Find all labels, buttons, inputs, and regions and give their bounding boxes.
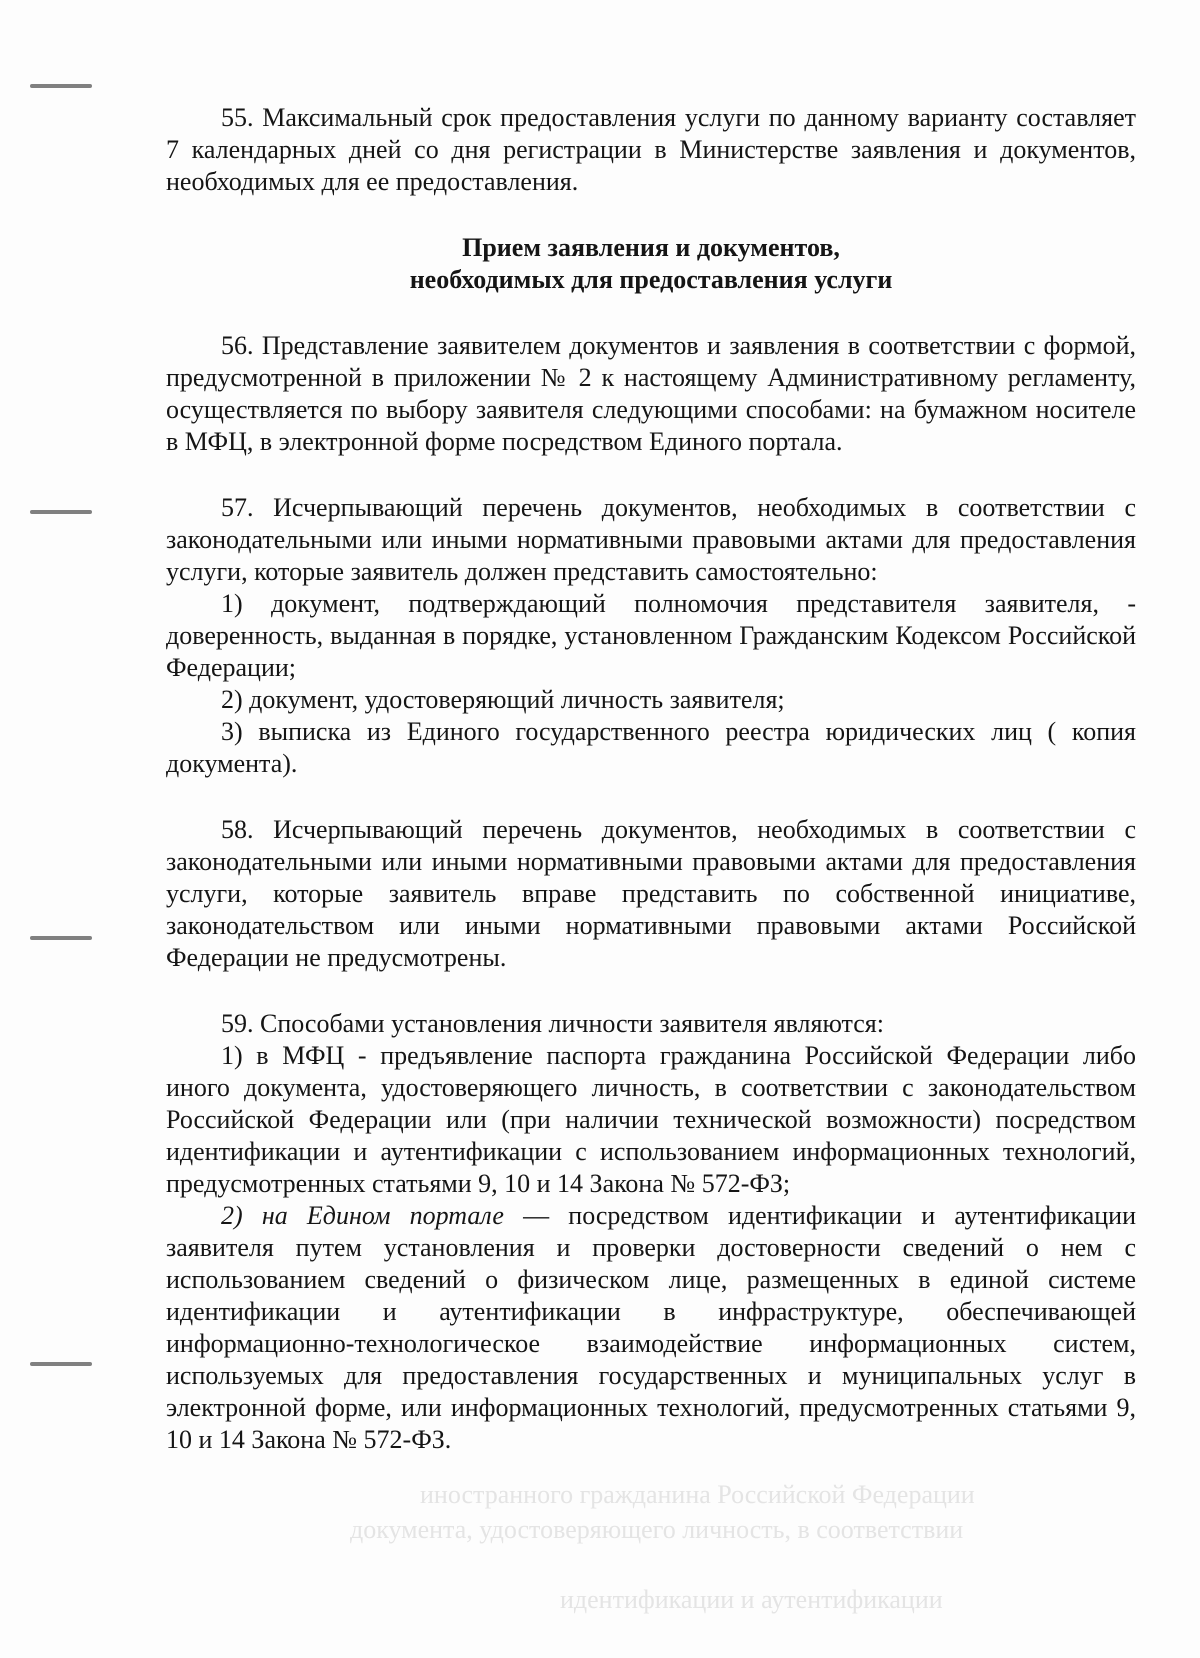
paragraph-59: 59. Способами установления личности заявителя являются: <box>221 1009 884 1038</box>
section-heading-line-1: Прием заявления и документов, <box>462 233 840 262</box>
scan-edge-mark <box>30 510 92 514</box>
paragraph-59-item-2 <box>166 1200 1136 1456</box>
paragraph-59-item-2-lead: 2) на Едином портале <box>221 1201 504 1230</box>
section-heading-line-2: необходимых для предоставления услуги <box>409 265 893 294</box>
scan-edge-mark <box>30 84 92 88</box>
spacer <box>166 296 1136 330</box>
spacer <box>166 974 1136 1008</box>
paragraph-55: 55. Максимальный срок предоставления услуги по данному варианту составляет 7 календарных дней со дня регистрации в Министерстве заявления и документов, необходимых для ее предоставления. <box>166 103 1136 196</box>
paragraph-59-item-1: 1) в МФЦ - предъявление паспорта гражданина Российской Федерации либо иного документа, удостоверяющего личность, в соответствии с законодательством Российской Федерации или (при наличии технической возможности) посредством идентификации и аутентификации с использованием информационных технологий, предусмотренных статьями 9, 10 и 14 Закона № 572-ФЗ; <box>166 1041 1136 1198</box>
paragraph-56: 56. Представление заявителем документов и заявления в соответствии с формой, предусмотренной в приложении № 2 к настоящему Административному регламенту, осуществляется по выбору заявителя следующими способами: на бумажном носителе в МФЦ, в электронной форме посредством Единого портала. <box>166 331 1136 456</box>
paragraph-57-item-2: 2) документ, удостоверяющий личность заявителя; <box>221 685 785 714</box>
bleed-through-text: документа, удостоверяющего личность, в соответствии <box>350 1515 964 1544</box>
scan-edge-mark <box>30 1362 92 1366</box>
bleed-through-text: идентификации и аутентификации <box>560 1585 943 1614</box>
paragraph-57-item-3: 3) выписка из Единого государственного реестра юридических лиц ( копия документа). <box>166 717 1136 778</box>
spacer <box>166 198 1136 232</box>
paragraph-57-item-1: 1) документ, подтверждающий полномочия представителя заявителя, - доверенность, выданная в порядке, установленном Гражданским Кодексом Российской Федерации; <box>166 589 1136 682</box>
bleed-through-text: иностранного гражданина Российской Федерации <box>420 1480 975 1509</box>
document-body <box>166 102 1136 1456</box>
spacer <box>166 458 1136 492</box>
spacer <box>166 780 1136 814</box>
paragraph-59-item-2-text: — посредством идентификации и аутентификации заявителя путем установления и проверки достоверности сведений о нем с использованием сведений о физическом лице, размещенных в единой системе идентификации и аутентификации в инфраструктуре, обеспечивающей информационно-технологическое взаимодействие информационных систем, используемых для предоставления государственных и муниципальных услуг в электронной форме, или информационных технологий, предусмотренных статьями 9, 10 и 14 Закона № 572-ФЗ. <box>166 1201 1136 1454</box>
paragraph-58: 58. Исчерпывающий перечень документов, необходимых в соответствии с законодательными или иными нормативными правовыми актами для предоставления услуги, которые заявитель вправе представить по собственной инициативе, законодательством или иными нормативными правовыми актами Российской Федерации не предусмотрены. <box>166 815 1136 972</box>
scan-edge-mark <box>30 936 92 940</box>
paragraph-57: 57. Исчерпывающий перечень документов, необходимых в соответствии с законодательными или иными нормативными правовыми актами для предоставления услуги, которые заявитель должен представить самостоятельно: <box>166 493 1136 586</box>
